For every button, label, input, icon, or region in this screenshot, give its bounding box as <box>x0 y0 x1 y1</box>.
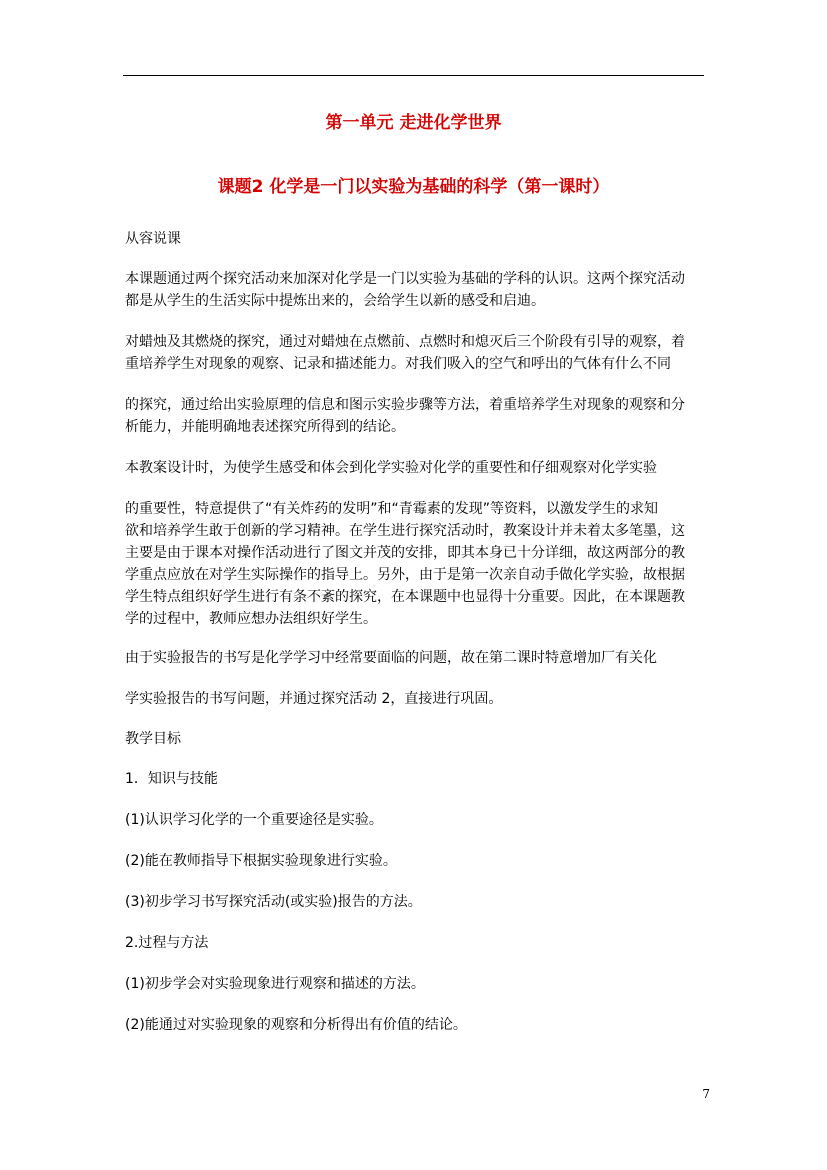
paragraph-line: 学生特点组织好学生进行有条不紊的探究，在本课题中也显得十分重要。因此，在本课题教 <box>125 589 685 605</box>
page-number: 7 <box>702 1087 710 1101</box>
paragraph-line: 的重要性，特意提供了“有关炸药的发明”和“青霉素的发现”等资料，以激发学生的求知 <box>125 501 659 517</box>
list-item: (2)能通过对实验现象的观察和分析得出有价值的结论。 <box>125 1017 467 1033</box>
paragraph-line: 主要是由于课本对操作活动进行了图文并茂的安排，即其本身已十分详细，故这两部分的教 <box>125 545 685 561</box>
unit-title: 第一单元 走进化学世界 <box>325 113 502 133</box>
list-heading: 1．知识与技能 <box>125 771 218 787</box>
paragraph-line: 本教案设计时，为使学生感受和体会到化学实验对化学的重要性和仔细观察对化学实验 <box>125 460 657 476</box>
header-rule <box>123 75 704 76</box>
section-heading: 从容说课 <box>125 231 181 247</box>
paragraph-line: 的探究，通过给出实验原理的信息和图示实验步骤等方法，着重培养学生对现象的观察和分 <box>125 397 685 413</box>
paragraph-line: 本课题通过两个探究活动来加深对化学是一门以实验为基础的学科的认识。这两个探究活动 <box>125 271 685 287</box>
paragraph-line: 析能力，并能明确地表述探究所得到的结论。 <box>125 419 405 435</box>
paragraph-line: 欲和培养学生敢于创新的学习精神。在学生进行探究活动时，教案设计并未着太多笔墨，这 <box>125 523 685 539</box>
list-item: (1)初步学会对实验现象进行观察和描述的方法。 <box>125 976 425 992</box>
paragraph-line: 学实验报告的书写问题，并通过探究活动 2，直接进行巩固。 <box>125 691 503 707</box>
paragraph-line: 重培养学生对现象的观察、记录和描述能力。对我们吸入的空气和呼出的气体有什么不同 <box>125 356 671 372</box>
list-item: (3)初步学习书写探究活动(或实验)报告的方法。 <box>125 894 422 910</box>
paragraph-line: 学的过程中，教师应想办法组织好学生。 <box>125 611 377 627</box>
paragraph-line: 对蜡烛及其燃烧的探究，通过对蜡烛在点燃前、点燃时和熄灭后三个阶段有引导的观察，着 <box>125 334 685 350</box>
list-item: (1)认识学习化学的一个重要途径是实验。 <box>125 812 383 828</box>
lesson-title: 课题2 化学是一门以实验为基础的科学（第一课时） <box>217 177 610 197</box>
paragraph-line: 由于实验报告的书写是化学学习中经常要面临的问题，故在第二课时特意增加厂有关化 <box>125 650 657 666</box>
paragraph-line: 都是从学生的生活实际中提炼出来的，会给学生以新的感受和启迪。 <box>125 293 545 309</box>
list-item: (2)能在教师指导下根据实验现象进行实验。 <box>125 853 397 869</box>
paragraph-line: 学重点应放在对学生实际操作的指导上。另外，由于是第一次亲自动手做化学实验，故根据 <box>125 567 685 583</box>
list-heading: 2.过程与方法 <box>125 935 209 951</box>
section-heading: 教学目标 <box>125 731 181 747</box>
